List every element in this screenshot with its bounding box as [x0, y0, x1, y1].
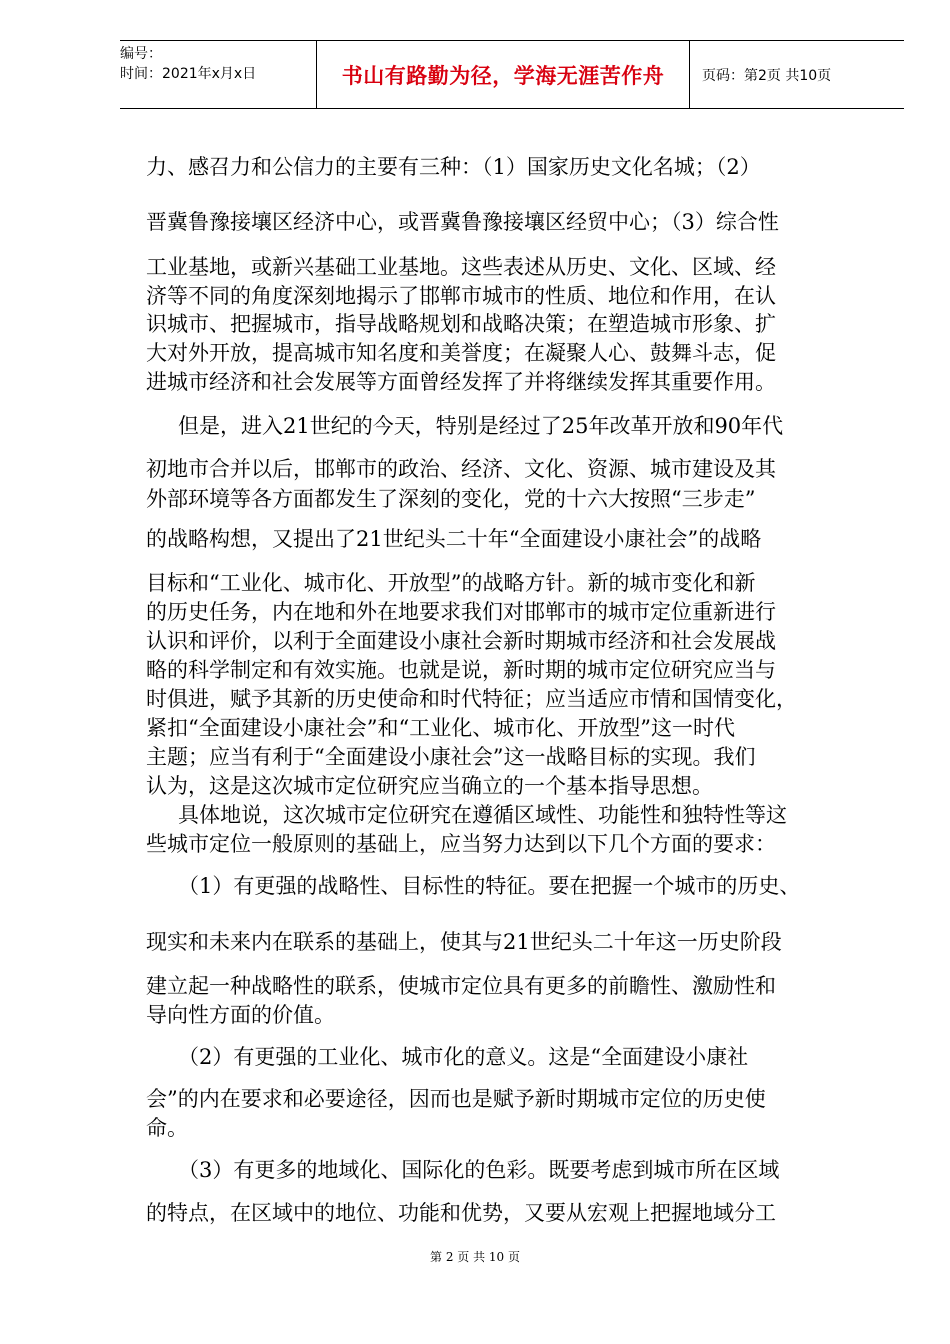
text-line: 会”的内在要求和必要途径，因而也是赋予新时期城市定位的历史使: [146, 1087, 766, 1111]
text-line: 认为，这是这次城市定位研究应当确立的一个基本指导思想。: [146, 774, 713, 798]
doc-time-label: 时间：2021年x月x日: [120, 66, 257, 82]
text-line: （3）有更多的地域化、国际化的色彩。既要考虑到城市所在区域: [178, 1158, 780, 1182]
text-line: （2）有更强的工业化、城市化的意义。这是“全面建设小康社: [178, 1045, 749, 1069]
header-motto: 书山有路勤为径，学海无涯苦作舟: [316, 41, 690, 108]
text-line: 目标和“工业化、城市化、开放型”的战略方针。新的城市变化和新: [146, 571, 756, 595]
text-line: 时俱进，赋予其新的历史使命和时代特征；应当适应市情和国情变化，: [146, 687, 797, 711]
text-line: 但是，进入21世纪的今天，特别是经过了25年改革开放和90年代: [178, 414, 784, 438]
text-line: 认识和评价，以利于全面建设小康社会新时期城市经济和社会发展战: [146, 629, 776, 653]
text-line: 大对外开放，提高城市知名度和美誉度；在凝聚人心、鼓舞斗志，促: [146, 341, 776, 365]
doc-number-label: 编号：: [120, 46, 162, 62]
text-line: 识城市、把握城市，指导战略规划和战略决策；在塑造城市形象、扩: [146, 312, 776, 336]
text-line: 些城市定位一般原则的基础上，应当努力达到以下几个方面的要求：: [146, 832, 776, 856]
text-line: 外部环境等各方面都发生了深刻的变化，党的十六大按照“三步走”: [146, 487, 756, 511]
text-line: （1）有更强的战略性、目标性的特征。要在把握一个城市的历史、: [178, 874, 801, 898]
text-line: 的历史任务，内在地和外在地要求我们对邯郸市的城市定位重新进行: [146, 600, 776, 624]
text-line: 的战略构想，又提出了21世纪头二十年“全面建设小康社会”的战略: [146, 527, 762, 551]
document-body: [146, 0, 888, 1344]
text-line: 略的科学制定和有效实施。也就是说，新时期的城市定位研究应当与: [146, 658, 776, 682]
text-line: 主题；应当有利于“全面建设小康社会”这一战略目标的实现。我们: [146, 745, 756, 769]
page-footer: 第 2 页 共 10 页: [430, 1250, 520, 1264]
text-line: 进城市经济和社会发展等方面曾经发挥了并将继续发挥其重要作用。: [146, 370, 776, 394]
text-line: 命。: [146, 1116, 188, 1140]
text-line: 初地市合并以后，邯郸市的政治、经济、文化、资源、城市建设及其: [146, 457, 776, 481]
text-line: 建立起一种战略性的联系，使城市定位具有更多的前瞻性、激励性和: [146, 974, 776, 998]
text-line: 工业基地，或新兴基础工业基地。这些表述从历史、文化、区域、经: [146, 255, 776, 279]
text-line: 力、感召力和公信力的主要有三种：（1）国家历史文化名城；（2）: [146, 155, 761, 179]
text-line: 紧扣“全面建设小康社会”和“工业化、城市化、开放型”这一时代: [146, 716, 735, 740]
header-page-info: 页码：第2页 共10页: [702, 67, 832, 84]
text-line: 具体地说，这次城市定位研究在遵循区域性、功能性和独特性等这: [178, 803, 787, 827]
text-line: 的特点，在区域中的地位、功能和优势，又要从宏观上把握地域分工: [146, 1201, 776, 1225]
text-line: 导向性方面的价值。: [146, 1003, 335, 1027]
text-line: 济等不同的角度深刻地揭示了邯郸市城市的性质、地位和作用，在认: [146, 284, 776, 308]
text-line: 现实和未来内在联系的基础上，使其与21世纪头二十年这一历史阶段: [146, 930, 782, 954]
text-line: 晋冀鲁豫接壤区经济中心，或晋冀鲁豫接壤区经贸中心；（3）综合性: [146, 210, 779, 234]
